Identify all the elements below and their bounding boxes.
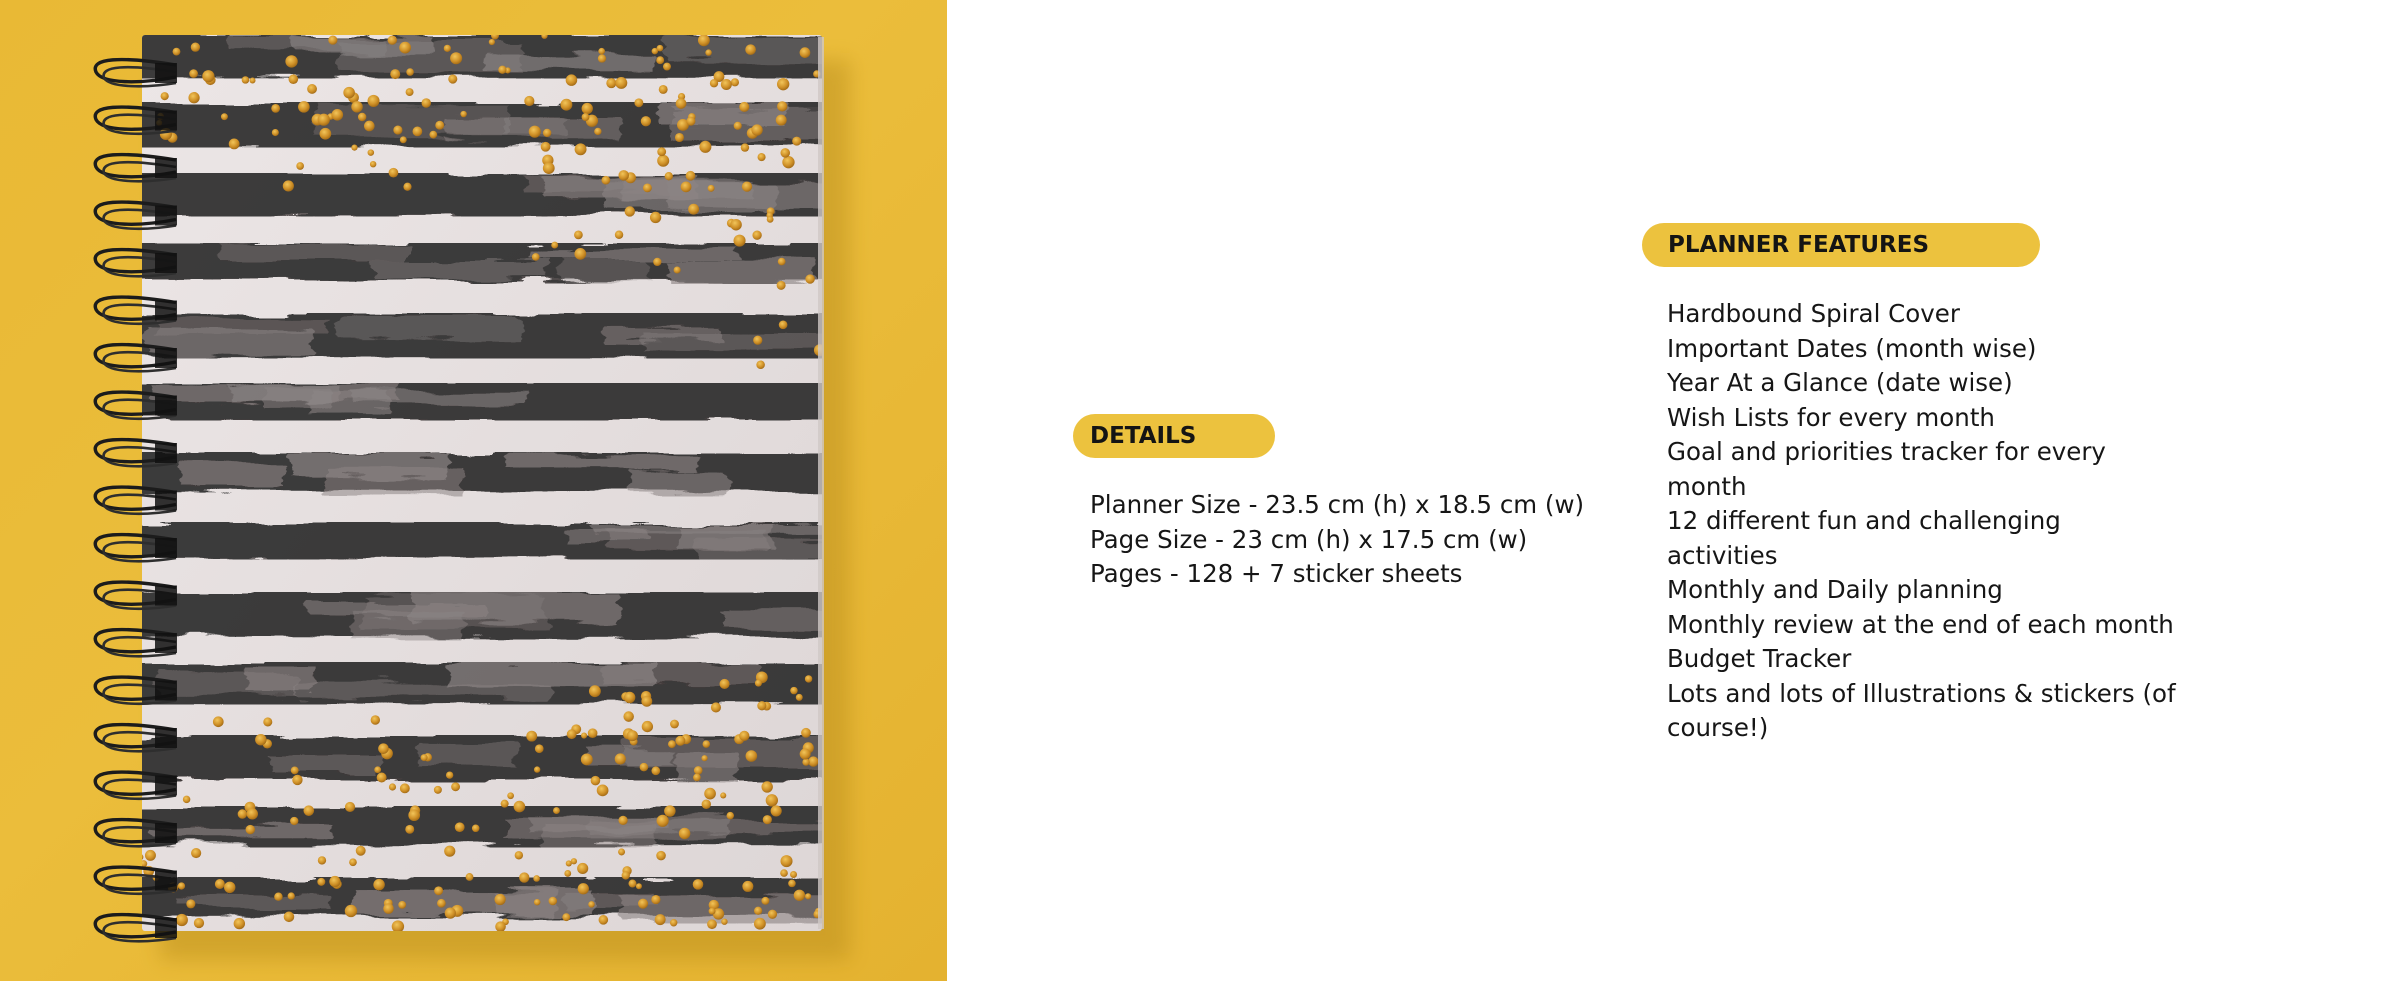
features-heading: PLANNER FEATURES	[1668, 232, 1930, 258]
feature-item: Lots and lots of Illustrations & stickers (of course!)	[1667, 678, 2176, 742]
features-heading-pill	[1642, 223, 2040, 267]
planner-product-photo	[0, 0, 947, 981]
features-list	[1667, 297, 2177, 746]
feature-item: 12 different fun and challenging activities	[1667, 506, 2061, 570]
details-heading: DETAILS	[1090, 423, 1197, 449]
feature-item: Monthly and Daily planning	[1667, 575, 2003, 604]
feature-item: Monthly review at the end of each month	[1667, 609, 2174, 639]
feature-item: Hardbound Spiral Cover	[1667, 299, 1960, 328]
feature-item: Budget Tracker	[1667, 644, 1852, 673]
details-item-size: Planner Size - 23.5 cm (h) x 18.5 cm (w)	[1090, 490, 1585, 519]
details-item-page-size: Page Size - 23 cm (h) x 17.5 cm (w)	[1090, 524, 1528, 554]
feature-item: Year At a Glance (date wise)	[1667, 368, 2013, 397]
feature-item: Goal and priorities tracker for every month	[1667, 437, 2106, 501]
details-list	[1090, 488, 1610, 592]
feature-item: Wish Lists for every month	[1667, 402, 1995, 432]
spiral-planner-image	[0, 0, 947, 981]
details-heading-pill	[1073, 414, 1275, 458]
feature-item: Important Dates (month wise)	[1667, 333, 2037, 363]
details-item-pages: Pages - 128 + 7 sticker sheets	[1090, 559, 1463, 588]
